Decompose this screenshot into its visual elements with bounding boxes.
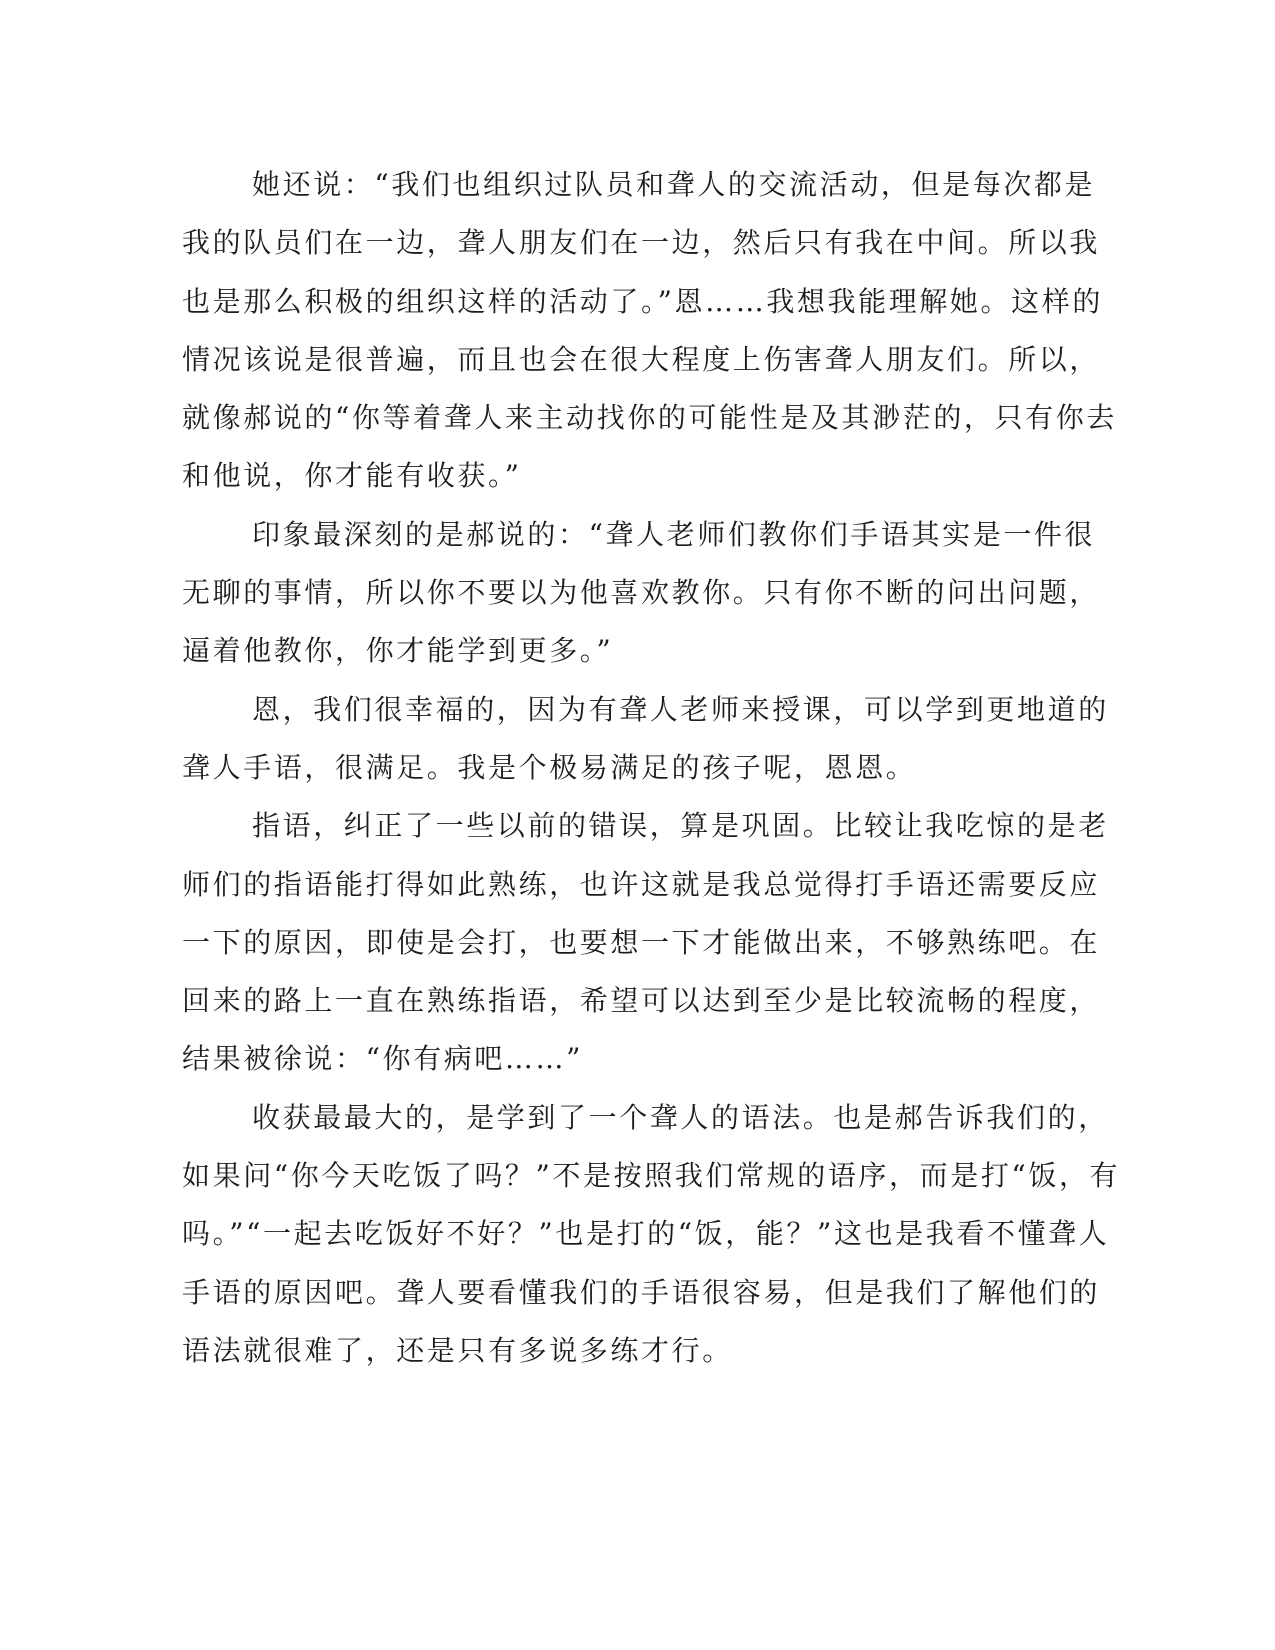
paragraph-3 — [182, 681, 1109, 798]
text-line: 吗。”“一起去吃饭好不好？”也是打的“饭，能？”这也是我看不懂聋人 — [182, 1217, 1110, 1251]
paragraph-5 — [182, 1089, 1121, 1380]
text-line: 语法就很难了，还是只有多说多练才行。 — [182, 1333, 733, 1367]
text-line: 一下的原因，即使是会打，也要想一下才能做出来，不够熟练吧。在 — [182, 925, 1101, 959]
text-line: 她还说：“我们也组织过队员和聋人的交流活动，但是每次都是 — [252, 168, 1096, 201]
document-body — [182, 156, 1121, 1380]
text-line: 收获最最大的，是学到了一个聋人的语法。也是郝告诉我们的， — [252, 1100, 1109, 1134]
paragraph-4 — [182, 797, 1109, 1088]
paragraph-2 — [182, 506, 1101, 681]
text-line: 师们的指语能打得如此熟练，也许这就是我总觉得打手语还需要反应 — [182, 867, 1101, 901]
text-line: 情况该说是很普遍，而且也会在很大程度上伤害聋人朋友们。所以， — [182, 342, 1101, 376]
text-line: 我的队员们在一边，聋人朋友们在一边，然后只有我在中间。所以我 — [182, 226, 1101, 260]
text-line: 无聊的事情，所以你不要以为他喜欢教你。只有你不断的问出问题， — [182, 576, 1101, 610]
text-line: 和他说，你才能有收获。” — [182, 459, 522, 493]
paragraph-1 — [182, 156, 1117, 506]
text-line: 结果被徐说：“你有病吧……” — [182, 1042, 584, 1076]
text-line: 印象最深刻的是郝说的：“聋人老师们教你们手语其实是一件很 — [252, 517, 1096, 551]
text-line: 也是那么积极的组织这样的活动了。”恩……我想我能理解她。这样的 — [182, 284, 1103, 318]
text-line: 聋人手语，很满足。我是个极易满足的孩子呢，恩恩。 — [182, 750, 917, 784]
text-line: 如果问“你今天吃饭了吗？”不是按照我们常规的语序，而是打“饭，有 — [182, 1159, 1121, 1193]
text-line: 恩，我们很幸福的，因为有聋人老师来授课，可以学到更地道的 — [252, 692, 1109, 726]
text-line: 指语，纠正了一些以前的错误，算是巩固。比较让我吃惊的是老 — [252, 809, 1109, 843]
text-line: 逼着他教你，你才能学到更多。” — [182, 634, 614, 668]
text-line: 手语的原因吧。聋人要看懂我们的手语很容易，但是我们了解他们的 — [182, 1275, 1101, 1309]
text-line: 就像郝说的“你等着聋人来主动找你的可能性是及其渺茫的，只有你去 — [182, 401, 1117, 435]
text-line: 回来的路上一直在熟练指语，希望可以达到至少是比较流畅的程度， — [182, 984, 1101, 1018]
